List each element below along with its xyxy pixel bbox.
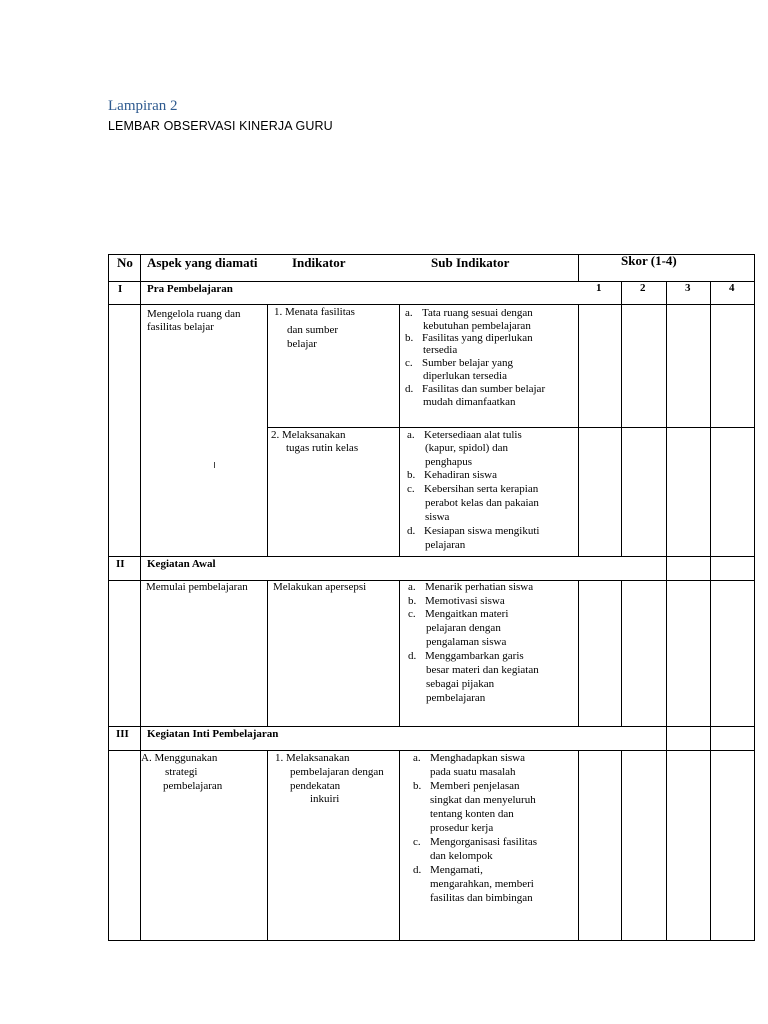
sub-indicator-item: d. Mengamati,: [413, 864, 483, 876]
sub-indicator-line: tersedia: [423, 344, 458, 356]
sub-indicator-line: mengarahkan, memberi: [430, 878, 534, 890]
sub-indicator-item: c. Sumber belajar yang: [405, 357, 514, 369]
sub-indicator-line: pada suatu masalah: [430, 766, 516, 778]
header-skor: Skor (1-4): [621, 253, 677, 268]
sub-indicator-item: a. Ketersediaan alat tulis: [407, 429, 522, 441]
sub-indicator-line: pengalaman siswa: [426, 636, 507, 648]
sub-indicator-line: kebutuhan pembelajaran: [423, 320, 531, 332]
sub-indicator-line: diperlukan tersedia: [423, 370, 507, 382]
sub-indicator-line: dan kelompok: [430, 850, 493, 862]
aspect-text: strategi: [165, 766, 198, 778]
score-col-4: 4: [729, 282, 735, 294]
sub-indicator-item: b. Fasilitas yang diperlukan: [405, 332, 533, 344]
sub-indicator-item: b. Memberi penjelasan: [413, 780, 520, 792]
section-title: Kegiatan Awal: [147, 558, 216, 570]
sub-indicator-item: c. Mengorganisasi fasilitas: [413, 836, 538, 848]
header-indikator: Indikator: [292, 255, 346, 270]
aspect-text: Mengelola ruang dan: [147, 308, 241, 320]
sub-indicator-item: a. Tata ruang sesuai dengan: [405, 307, 533, 319]
indicator-text: belajar: [287, 338, 317, 350]
indicator-text: inkuiri: [310, 793, 340, 805]
sub-indicator-item: d. Fasilitas dan sumber belajar: [405, 383, 546, 395]
aspect-text: pembelajaran: [163, 780, 223, 792]
score-col-3: 3: [685, 282, 691, 294]
section-number: II: [116, 558, 125, 570]
indicator-text: 1. Melaksanakan: [275, 752, 350, 764]
document-title: LEMBAR OBSERVASI KINERJA GURU: [108, 119, 333, 133]
section-number: I: [118, 283, 123, 295]
sub-indicator-line: prosedur kerja: [430, 822, 494, 834]
section-number: III: [116, 728, 129, 740]
sub-indicator-line: sebagai pijakan: [426, 678, 495, 690]
indicator-text: 2. Melaksanakan: [271, 429, 346, 441]
sub-indicator-line: mudah dimanfaatkan: [423, 396, 516, 408]
indicator-text: Melakukan apersepsi: [273, 581, 367, 593]
sub-indicator-item: c. Mengaitkan materi: [408, 608, 509, 620]
appendix-label: Lampiran 2: [108, 98, 178, 114]
sub-indicator-line: pelajaran: [425, 539, 466, 551]
indicator-text: pendekatan: [290, 780, 341, 792]
sub-indicator-line: tentang konten dan: [430, 808, 514, 820]
sub-indicator-item: b. Memotivasi siswa: [408, 595, 505, 607]
indicator-text: pembelajaran dengan: [290, 766, 384, 778]
score-col-1: 1: [596, 282, 602, 294]
indicator-text: dan sumber: [287, 324, 339, 336]
section-title: Pra Pembelajaran: [147, 283, 233, 295]
sub-indicator-line: penghapus: [425, 456, 473, 468]
indicator-text: tugas rutin kelas: [286, 442, 359, 454]
aspect-text: Memulai pembelajaran: [146, 581, 248, 593]
sub-indicator-line: (kapur, spidol) dan: [425, 442, 508, 454]
sub-indicator-line: siswa: [425, 511, 450, 523]
sub-indicator-item: d. Kesiapan siswa mengikuti: [407, 525, 540, 537]
sub-indicator-line: perabot kelas dan pakaian: [425, 497, 539, 509]
sub-indicator-item: d. Menggambarkan garis: [408, 650, 524, 662]
aspect-text: fasilitas belajar: [147, 321, 214, 333]
header-aspek: Aspek yang diamati: [147, 255, 258, 270]
sub-indicator-line: besar materi dan kegiatan: [426, 664, 539, 676]
section-title: Kegiatan Inti Pembelajaran: [147, 728, 279, 740]
sub-indicator-item: b. Kehadiran siswa: [407, 469, 498, 481]
aspect-text: A. Menggunakan: [141, 752, 218, 764]
sub-indicator-line: pembelajaran: [426, 692, 486, 704]
stray-mark: [214, 462, 215, 468]
header-sub-indikator: Sub Indikator: [431, 255, 510, 270]
score-col-2: 2: [640, 282, 646, 294]
sub-indicator-line: pelajaran dengan: [426, 622, 501, 634]
indicator-text: 1. Menata fasilitas: [274, 306, 355, 318]
sub-indicator-item: c. Kebersihan serta kerapian: [407, 483, 539, 495]
sub-indicator-line: fasilitas dan bimbingan: [430, 892, 533, 904]
sub-indicator-item: a. Menarik perhatian siswa: [408, 581, 534, 593]
sub-indicator-item: a. Menghadapkan siswa: [413, 752, 526, 764]
header-no: No: [117, 255, 133, 270]
sub-indicator-line: singkat dan menyeluruh: [430, 794, 536, 806]
